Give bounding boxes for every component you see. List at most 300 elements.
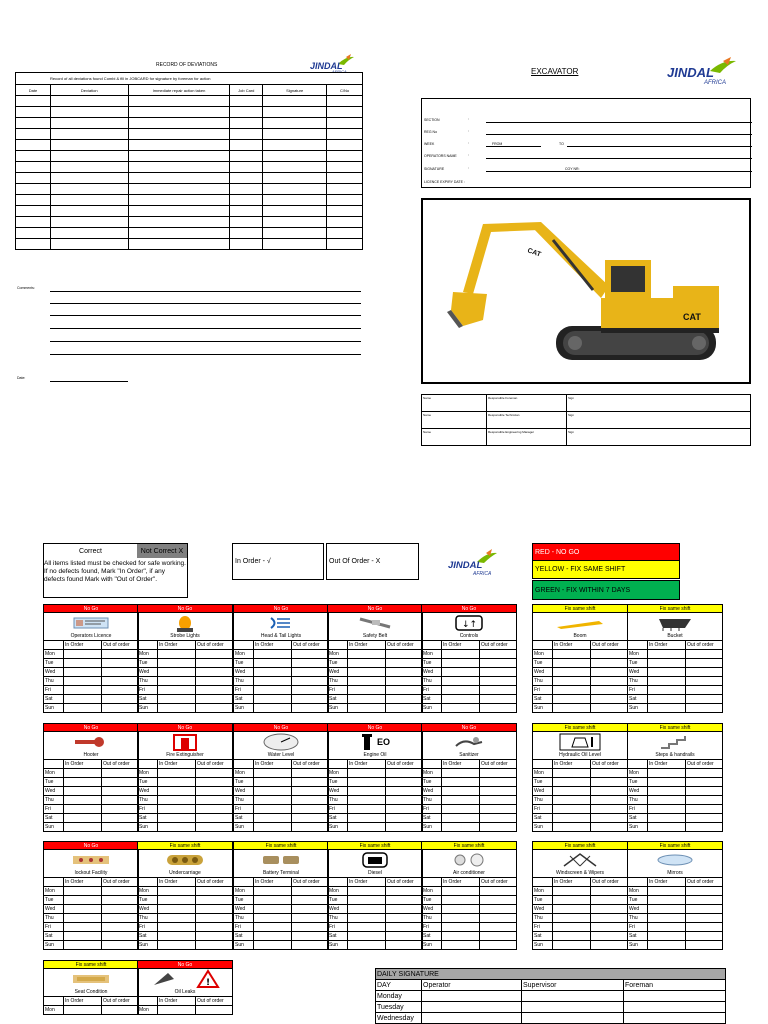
out-of-order-cell[interactable] — [196, 686, 233, 695]
in-order-cell[interactable] — [348, 668, 386, 677]
deviation-cell[interactable] — [128, 195, 230, 206]
out-of-order-cell[interactable] — [196, 769, 233, 778]
deviation-cell[interactable] — [50, 206, 128, 217]
out-of-order-cell[interactable] — [102, 814, 139, 823]
operator-signature-cell[interactable] — [422, 1013, 522, 1024]
deviation-cell[interactable] — [16, 151, 51, 162]
out-of-order-cell[interactable] — [386, 650, 423, 659]
in-order-cell[interactable] — [254, 778, 292, 787]
in-order-cell[interactable] — [64, 1006, 102, 1015]
deviation-cell[interactable] — [230, 173, 263, 184]
out-of-order-cell[interactable] — [386, 914, 423, 923]
out-of-order-cell[interactable] — [480, 769, 517, 778]
out-of-order-cell[interactable] — [591, 941, 628, 950]
in-order-cell[interactable] — [442, 823, 480, 832]
deviation-cell[interactable] — [263, 228, 327, 239]
in-order-cell[interactable] — [553, 887, 591, 896]
out-of-order-cell[interactable] — [196, 823, 233, 832]
out-of-order-cell[interactable] — [480, 796, 517, 805]
in-order-cell[interactable] — [553, 896, 591, 905]
in-order-cell[interactable] — [158, 650, 196, 659]
out-of-order-cell[interactable] — [196, 805, 233, 814]
out-of-order-cell[interactable] — [480, 686, 517, 695]
in-order-cell[interactable] — [64, 769, 102, 778]
in-order-cell[interactable] — [254, 769, 292, 778]
out-of-order-cell[interactable] — [591, 923, 628, 932]
operators-name-line[interactable] — [486, 158, 752, 159]
in-order-cell[interactable] — [442, 695, 480, 704]
out-of-order-cell[interactable] — [686, 914, 723, 923]
out-of-order-cell[interactable] — [196, 659, 233, 668]
out-of-order-cell[interactable] — [480, 914, 517, 923]
out-of-order-cell[interactable] — [591, 796, 628, 805]
deviation-cell[interactable] — [263, 140, 327, 151]
out-of-order-cell[interactable] — [292, 796, 329, 805]
out-of-order-cell[interactable] — [686, 787, 723, 796]
deviation-cell[interactable] — [230, 118, 263, 129]
in-order-cell[interactable] — [64, 778, 102, 787]
deviation-cell[interactable] — [16, 195, 51, 206]
in-order-cell[interactable] — [158, 896, 196, 905]
deviation-cell[interactable] — [16, 239, 51, 250]
out-of-order-cell[interactable] — [591, 823, 628, 832]
in-order-cell[interactable] — [553, 778, 591, 787]
foreman-signature-cell[interactable] — [624, 991, 726, 1002]
in-order-cell[interactable] — [442, 796, 480, 805]
out-of-order-cell[interactable] — [591, 914, 628, 923]
in-order-cell[interactable] — [348, 650, 386, 659]
out-of-order-cell[interactable] — [686, 778, 723, 787]
out-of-order-cell[interactable] — [386, 896, 423, 905]
in-order-cell[interactable] — [158, 778, 196, 787]
deviation-cell[interactable] — [50, 217, 128, 228]
deviation-cell[interactable] — [16, 96, 51, 107]
out-of-order-cell[interactable] — [292, 668, 329, 677]
in-order-cell[interactable] — [442, 787, 480, 796]
out-of-order-cell[interactable] — [292, 814, 329, 823]
deviation-cell[interactable] — [230, 217, 263, 228]
out-of-order-cell[interactable] — [386, 805, 423, 814]
in-order-cell[interactable] — [64, 923, 102, 932]
in-order-cell[interactable] — [648, 695, 686, 704]
out-of-order-cell[interactable] — [686, 887, 723, 896]
in-order-cell[interactable] — [348, 787, 386, 796]
deviation-cell[interactable] — [16, 162, 51, 173]
in-order-cell[interactable] — [254, 668, 292, 677]
deviation-cell[interactable] — [327, 228, 363, 239]
deviation-cell[interactable] — [128, 129, 230, 140]
out-of-order-cell[interactable] — [292, 695, 329, 704]
deviation-cell[interactable] — [230, 162, 263, 173]
out-of-order-cell[interactable] — [686, 769, 723, 778]
out-of-order-cell[interactable] — [196, 941, 233, 950]
out-of-order-cell[interactable] — [480, 805, 517, 814]
in-order-cell[interactable] — [64, 805, 102, 814]
out-of-order-cell[interactable] — [386, 778, 423, 787]
in-order-cell[interactable] — [158, 686, 196, 695]
in-order-cell[interactable] — [348, 677, 386, 686]
in-order-cell[interactable] — [348, 686, 386, 695]
in-order-cell[interactable] — [64, 932, 102, 941]
deviation-cell[interactable] — [263, 217, 327, 228]
out-of-order-cell[interactable] — [102, 923, 139, 932]
out-of-order-cell[interactable] — [480, 941, 517, 950]
in-order-cell[interactable] — [64, 704, 102, 713]
out-of-order-cell[interactable] — [292, 686, 329, 695]
out-of-order-cell[interactable] — [292, 650, 329, 659]
in-order-cell[interactable] — [442, 778, 480, 787]
in-order-cell[interactable] — [648, 796, 686, 805]
out-of-order-cell[interactable] — [102, 796, 139, 805]
supervisor-signature-cell[interactable] — [522, 991, 624, 1002]
deviation-cell[interactable] — [230, 96, 263, 107]
supervisor-signature-cell[interactable] — [522, 1013, 624, 1024]
deviation-cell[interactable] — [263, 118, 327, 129]
in-order-cell[interactable] — [553, 932, 591, 941]
in-order-cell[interactable] — [648, 769, 686, 778]
in-order-cell[interactable] — [254, 923, 292, 932]
out-of-order-cell[interactable] — [196, 650, 233, 659]
deviation-cell[interactable] — [50, 96, 128, 107]
in-order-cell[interactable] — [158, 914, 196, 923]
in-order-cell[interactable] — [648, 814, 686, 823]
in-order-cell[interactable] — [158, 805, 196, 814]
in-order-cell[interactable] — [348, 805, 386, 814]
out-of-order-cell[interactable] — [591, 677, 628, 686]
out-of-order-cell[interactable] — [591, 695, 628, 704]
in-order-cell[interactable] — [348, 814, 386, 823]
out-of-order-cell[interactable] — [196, 778, 233, 787]
in-order-cell[interactable] — [442, 704, 480, 713]
deviation-cell[interactable] — [128, 118, 230, 129]
out-of-order-cell[interactable] — [196, 677, 233, 686]
out-of-order-cell[interactable] — [591, 686, 628, 695]
deviation-cell[interactable] — [230, 140, 263, 151]
in-order-cell[interactable] — [64, 887, 102, 896]
out-of-order-cell[interactable] — [102, 905, 139, 914]
out-of-order-cell[interactable] — [386, 677, 423, 686]
in-order-cell[interactable] — [64, 650, 102, 659]
out-of-order-cell[interactable] — [196, 814, 233, 823]
in-order-cell[interactable] — [158, 923, 196, 932]
in-order-cell[interactable] — [348, 932, 386, 941]
deviation-cell[interactable] — [50, 184, 128, 195]
out-of-order-cell[interactable] — [386, 686, 423, 695]
out-of-order-cell[interactable] — [292, 941, 329, 950]
deviation-cell[interactable] — [50, 239, 128, 250]
in-order-cell[interactable] — [158, 668, 196, 677]
deviation-cell[interactable] — [327, 206, 363, 217]
deviation-cell[interactable] — [50, 151, 128, 162]
deviation-cell[interactable] — [327, 195, 363, 206]
out-of-order-cell[interactable] — [686, 823, 723, 832]
in-order-cell[interactable] — [158, 905, 196, 914]
out-of-order-cell[interactable] — [591, 814, 628, 823]
out-of-order-cell[interactable] — [102, 914, 139, 923]
out-of-order-cell[interactable] — [686, 677, 723, 686]
out-of-order-cell[interactable] — [686, 650, 723, 659]
deviation-cell[interactable] — [50, 118, 128, 129]
deviation-cell[interactable] — [230, 184, 263, 195]
in-order-cell[interactable] — [648, 923, 686, 932]
in-order-cell[interactable] — [348, 704, 386, 713]
in-order-cell[interactable] — [442, 659, 480, 668]
out-of-order-cell[interactable] — [686, 932, 723, 941]
in-order-cell[interactable] — [64, 668, 102, 677]
out-of-order-cell[interactable] — [386, 787, 423, 796]
in-order-cell[interactable] — [348, 914, 386, 923]
out-of-order-cell[interactable] — [480, 787, 517, 796]
foreman-signature-cell[interactable] — [624, 1002, 726, 1013]
in-order-cell[interactable] — [254, 814, 292, 823]
in-order-cell[interactable] — [553, 905, 591, 914]
out-of-order-cell[interactable] — [480, 905, 517, 914]
in-order-cell[interactable] — [553, 787, 591, 796]
deviation-cell[interactable] — [128, 140, 230, 151]
out-of-order-cell[interactable] — [386, 905, 423, 914]
in-order-cell[interactable] — [348, 896, 386, 905]
in-order-cell[interactable] — [254, 823, 292, 832]
out-of-order-cell[interactable] — [102, 769, 139, 778]
deviation-cell[interactable] — [263, 107, 327, 118]
out-of-order-cell[interactable] — [196, 887, 233, 896]
deviation-cell[interactable] — [230, 129, 263, 140]
in-order-cell[interactable] — [64, 796, 102, 805]
deviation-cell[interactable] — [50, 107, 128, 118]
deviation-cell[interactable] — [263, 184, 327, 195]
operator-signature-cell[interactable] — [422, 1002, 522, 1013]
in-order-cell[interactable] — [648, 659, 686, 668]
out-of-order-cell[interactable] — [102, 650, 139, 659]
deviation-cell[interactable] — [230, 206, 263, 217]
deviation-cell[interactable] — [230, 195, 263, 206]
out-of-order-cell[interactable] — [292, 787, 329, 796]
out-of-order-cell[interactable] — [686, 695, 723, 704]
out-of-order-cell[interactable] — [196, 796, 233, 805]
in-order-cell[interactable] — [158, 659, 196, 668]
in-order-cell[interactable] — [348, 778, 386, 787]
deviation-cell[interactable] — [50, 129, 128, 140]
out-of-order-cell[interactable] — [196, 923, 233, 932]
out-of-order-cell[interactable] — [480, 677, 517, 686]
in-order-cell[interactable] — [64, 823, 102, 832]
out-of-order-cell[interactable] — [292, 905, 329, 914]
in-order-cell[interactable] — [158, 796, 196, 805]
in-order-cell[interactable] — [648, 914, 686, 923]
in-order-cell[interactable] — [442, 914, 480, 923]
out-of-order-cell[interactable] — [196, 787, 233, 796]
from-line[interactable] — [515, 146, 541, 147]
out-of-order-cell[interactable] — [480, 923, 517, 932]
out-of-order-cell[interactable] — [386, 814, 423, 823]
out-of-order-cell[interactable] — [292, 704, 329, 713]
in-order-cell[interactable] — [648, 805, 686, 814]
out-of-order-cell[interactable] — [196, 704, 233, 713]
in-order-cell[interactable] — [442, 941, 480, 950]
in-order-cell[interactable] — [648, 941, 686, 950]
out-of-order-cell[interactable] — [591, 896, 628, 905]
out-of-order-cell[interactable] — [102, 677, 139, 686]
out-of-order-cell[interactable] — [686, 923, 723, 932]
in-order-cell[interactable] — [348, 769, 386, 778]
in-order-cell[interactable] — [64, 914, 102, 923]
in-order-cell[interactable] — [158, 769, 196, 778]
out-of-order-cell[interactable] — [591, 769, 628, 778]
out-of-order-cell[interactable] — [480, 778, 517, 787]
in-order-cell[interactable] — [553, 650, 591, 659]
in-order-cell[interactable] — [442, 769, 480, 778]
in-order-cell[interactable] — [553, 796, 591, 805]
out-of-order-cell[interactable] — [292, 778, 329, 787]
deviation-cell[interactable] — [263, 129, 327, 140]
in-order-cell[interactable] — [442, 905, 480, 914]
in-order-cell[interactable] — [442, 677, 480, 686]
in-order-cell[interactable] — [254, 787, 292, 796]
in-order-cell[interactable] — [158, 932, 196, 941]
deviation-cell[interactable] — [16, 228, 51, 239]
deviation-cell[interactable] — [327, 162, 363, 173]
deviation-cell[interactable] — [128, 228, 230, 239]
deviation-cell[interactable] — [50, 162, 128, 173]
deviation-cell[interactable] — [16, 184, 51, 195]
out-of-order-cell[interactable] — [480, 704, 517, 713]
out-of-order-cell[interactable] — [102, 941, 139, 950]
in-order-cell[interactable] — [254, 677, 292, 686]
out-of-order-cell[interactable] — [686, 704, 723, 713]
in-order-cell[interactable] — [442, 650, 480, 659]
out-of-order-cell[interactable] — [386, 941, 423, 950]
foreman-signature-cell[interactable] — [624, 1013, 726, 1024]
out-of-order-cell[interactable] — [196, 695, 233, 704]
out-of-order-cell[interactable] — [386, 923, 423, 932]
in-order-cell[interactable] — [553, 668, 591, 677]
in-order-cell[interactable] — [254, 941, 292, 950]
deviation-cell[interactable] — [16, 118, 51, 129]
out-of-order-cell[interactable] — [591, 932, 628, 941]
out-of-order-cell[interactable] — [480, 659, 517, 668]
out-of-order-cell[interactable] — [292, 677, 329, 686]
in-order-cell[interactable] — [158, 787, 196, 796]
out-of-order-cell[interactable] — [480, 932, 517, 941]
operator-signature-cell[interactable] — [422, 991, 522, 1002]
comment-line[interactable] — [50, 303, 361, 304]
deviation-cell[interactable] — [263, 239, 327, 250]
in-order-cell[interactable] — [648, 704, 686, 713]
in-order-cell[interactable] — [442, 887, 480, 896]
in-order-cell[interactable] — [158, 823, 196, 832]
in-order-cell[interactable] — [553, 923, 591, 932]
in-order-cell[interactable] — [254, 805, 292, 814]
in-order-cell[interactable] — [442, 932, 480, 941]
deviation-cell[interactable] — [327, 129, 363, 140]
deviation-cell[interactable] — [263, 162, 327, 173]
deviation-cell[interactable] — [50, 173, 128, 184]
in-order-cell[interactable] — [64, 677, 102, 686]
deviation-cell[interactable] — [128, 162, 230, 173]
comment-line[interactable] — [50, 291, 361, 292]
out-of-order-cell[interactable] — [480, 823, 517, 832]
deviation-cell[interactable] — [128, 173, 230, 184]
deviation-cell[interactable] — [16, 206, 51, 217]
out-of-order-cell[interactable] — [196, 914, 233, 923]
in-order-cell[interactable] — [553, 686, 591, 695]
out-of-order-cell[interactable] — [686, 659, 723, 668]
out-of-order-cell[interactable] — [196, 896, 233, 905]
deviation-cell[interactable] — [16, 107, 51, 118]
out-of-order-cell[interactable] — [292, 769, 329, 778]
deviation-cell[interactable] — [230, 228, 263, 239]
out-of-order-cell[interactable] — [686, 814, 723, 823]
deviation-cell[interactable] — [327, 118, 363, 129]
out-of-order-cell[interactable] — [292, 805, 329, 814]
in-order-cell[interactable] — [348, 659, 386, 668]
signature-line[interactable] — [486, 171, 752, 172]
in-order-cell[interactable] — [348, 923, 386, 932]
out-of-order-cell[interactable] — [102, 932, 139, 941]
in-order-cell[interactable] — [348, 695, 386, 704]
reg-no-line[interactable] — [486, 134, 752, 135]
deviation-cell[interactable] — [50, 140, 128, 151]
comment-line[interactable] — [50, 354, 361, 355]
out-of-order-cell[interactable] — [480, 650, 517, 659]
in-order-cell[interactable] — [158, 1006, 196, 1015]
in-order-cell[interactable] — [442, 814, 480, 823]
in-order-cell[interactable] — [64, 686, 102, 695]
in-order-cell[interactable] — [64, 814, 102, 823]
in-order-cell[interactable] — [64, 896, 102, 905]
out-of-order-cell[interactable] — [386, 668, 423, 677]
out-of-order-cell[interactable] — [686, 796, 723, 805]
in-order-cell[interactable] — [348, 941, 386, 950]
in-order-cell[interactable] — [254, 796, 292, 805]
deviation-cell[interactable] — [327, 140, 363, 151]
deviation-cell[interactable] — [128, 239, 230, 250]
deviation-cell[interactable] — [327, 173, 363, 184]
deviation-cell[interactable] — [327, 107, 363, 118]
in-order-cell[interactable] — [348, 905, 386, 914]
in-order-cell[interactable] — [254, 704, 292, 713]
in-order-cell[interactable] — [254, 932, 292, 941]
out-of-order-cell[interactable] — [102, 686, 139, 695]
in-order-cell[interactable] — [648, 896, 686, 905]
deviation-cell[interactable] — [327, 151, 363, 162]
supervisor-signature-cell[interactable] — [522, 1002, 624, 1013]
in-order-cell[interactable] — [648, 823, 686, 832]
in-order-cell[interactable] — [158, 677, 196, 686]
in-order-cell[interactable] — [254, 650, 292, 659]
in-order-cell[interactable] — [64, 905, 102, 914]
deviation-cell[interactable] — [263, 96, 327, 107]
out-of-order-cell[interactable] — [480, 896, 517, 905]
in-order-cell[interactable] — [648, 650, 686, 659]
in-order-cell[interactable] — [553, 677, 591, 686]
out-of-order-cell[interactable] — [386, 887, 423, 896]
deviation-cell[interactable] — [16, 217, 51, 228]
deviation-cell[interactable] — [327, 184, 363, 195]
out-of-order-cell[interactable] — [196, 1006, 233, 1015]
out-of-order-cell[interactable] — [386, 823, 423, 832]
out-of-order-cell[interactable] — [292, 914, 329, 923]
out-of-order-cell[interactable] — [480, 695, 517, 704]
in-order-cell[interactable] — [553, 823, 591, 832]
in-order-cell[interactable] — [442, 896, 480, 905]
out-of-order-cell[interactable] — [102, 668, 139, 677]
out-of-order-cell[interactable] — [386, 695, 423, 704]
out-of-order-cell[interactable] — [686, 805, 723, 814]
deviation-cell[interactable] — [230, 239, 263, 250]
out-of-order-cell[interactable] — [686, 668, 723, 677]
out-of-order-cell[interactable] — [480, 887, 517, 896]
